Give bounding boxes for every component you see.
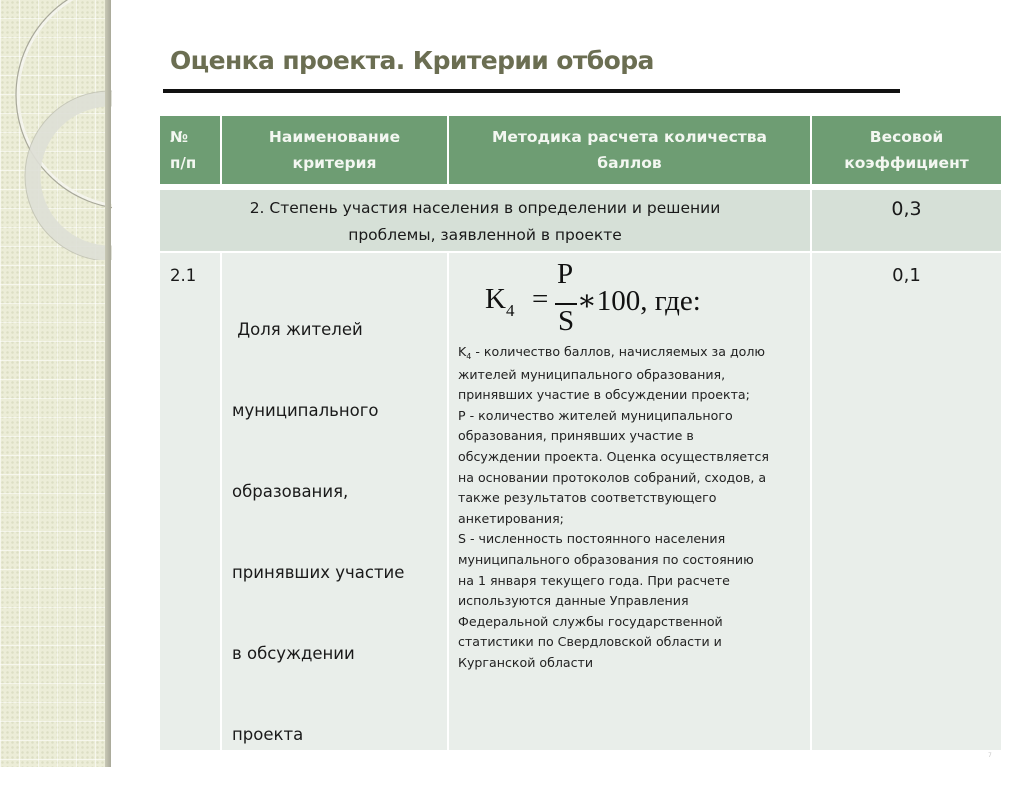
description-line: муниципального образования по состоянию	[458, 551, 754, 567]
criterion-line: муниципального	[232, 401, 379, 420]
header-number-line1: №	[170, 128, 189, 146]
header-criterion	[222, 116, 447, 184]
description-line: принявших участие в обсуждении проекта;	[458, 387, 750, 403]
title-underline	[163, 89, 900, 93]
row-weight-cell	[812, 253, 1001, 750]
formula	[485, 259, 795, 339]
row-method-cell	[449, 253, 810, 750]
formula-lhs-letter: K	[485, 283, 506, 315]
criterion-line: образования,	[232, 482, 349, 501]
formula-equals: =	[532, 283, 549, 315]
slide-title: Оценка проекта. Критерии отбора	[170, 46, 654, 75]
section-title-line2: проблемы, заявленной в проекте	[348, 226, 622, 244]
section-weight: 0,3	[891, 198, 922, 220]
sidebar-edge	[105, 0, 111, 767]
header-weight-line2: коэффициент	[844, 154, 969, 172]
page-number: 7	[988, 752, 992, 759]
row-weight: 0,1	[892, 265, 921, 286]
header-criterion-line1: Наименование	[268, 128, 401, 146]
description-line: S - численность постоянного населения	[458, 531, 726, 547]
section-weight-cell	[812, 190, 1001, 251]
description-line: образования, принявших участие в	[458, 428, 694, 444]
row-criterion	[222, 253, 447, 802]
header-method-line2: баллов	[597, 154, 662, 172]
description-line: P - количество жителей муниципального	[458, 407, 733, 423]
description-line: обсуждении проекта. Оценка осуществляется	[458, 448, 769, 464]
method-description	[458, 342, 803, 674]
k-subscript: 4	[466, 352, 472, 361]
description-line: на основании протоколов собраний, сходов, а	[458, 469, 767, 485]
section-title-line1: 2. Степень участия населения в определении и решении	[249, 199, 721, 217]
header-number	[160, 116, 220, 184]
row-number-cell	[160, 253, 220, 750]
row-number: 2.1	[170, 266, 197, 285]
formula-rest: ∗100, где:	[577, 285, 701, 317]
criterion-line: в обсуждении	[232, 644, 355, 663]
formula-denominator: S	[558, 305, 575, 337]
row-criterion-cell	[222, 253, 447, 750]
description-line: также результатов соответствующего	[458, 490, 717, 506]
description-line	[458, 342, 803, 365]
k-definition: - количество баллов, начисляемых за долю	[471, 344, 766, 359]
description-line: Курганской области	[458, 654, 594, 670]
criterion-line: принявших участие	[232, 563, 405, 582]
decorative-rings-icon	[0, 0, 112, 260]
header-number-line2: п/п	[170, 154, 197, 172]
description-line: анкетирования;	[458, 510, 564, 526]
formula-lhs-subscript: 4	[505, 301, 515, 320]
section-title-cell	[160, 190, 810, 251]
header-weight	[812, 116, 1001, 184]
formula-lhs	[485, 283, 515, 320]
header-method-line1: Методика расчета количества	[491, 128, 768, 146]
description-line: используются данные Управления	[458, 593, 689, 609]
description-line: Федеральной службы государственной	[458, 613, 723, 629]
criteria-table	[160, 116, 1001, 750]
header-method	[449, 116, 810, 184]
header-criterion-line2: критерия	[292, 154, 377, 172]
k-symbol: K	[458, 344, 467, 359]
description-line: жителей муниципального образования,	[458, 366, 726, 382]
description-line: статистики по Свердловской области и	[458, 634, 722, 650]
description-line: на 1 января текущего года. При расчете	[458, 572, 730, 588]
criterion-line: проекта	[232, 725, 304, 744]
formula-numerator: P	[557, 258, 574, 290]
header-weight-line1: Весовой	[869, 128, 944, 146]
criterion-line: Доля жителей	[232, 320, 363, 339]
